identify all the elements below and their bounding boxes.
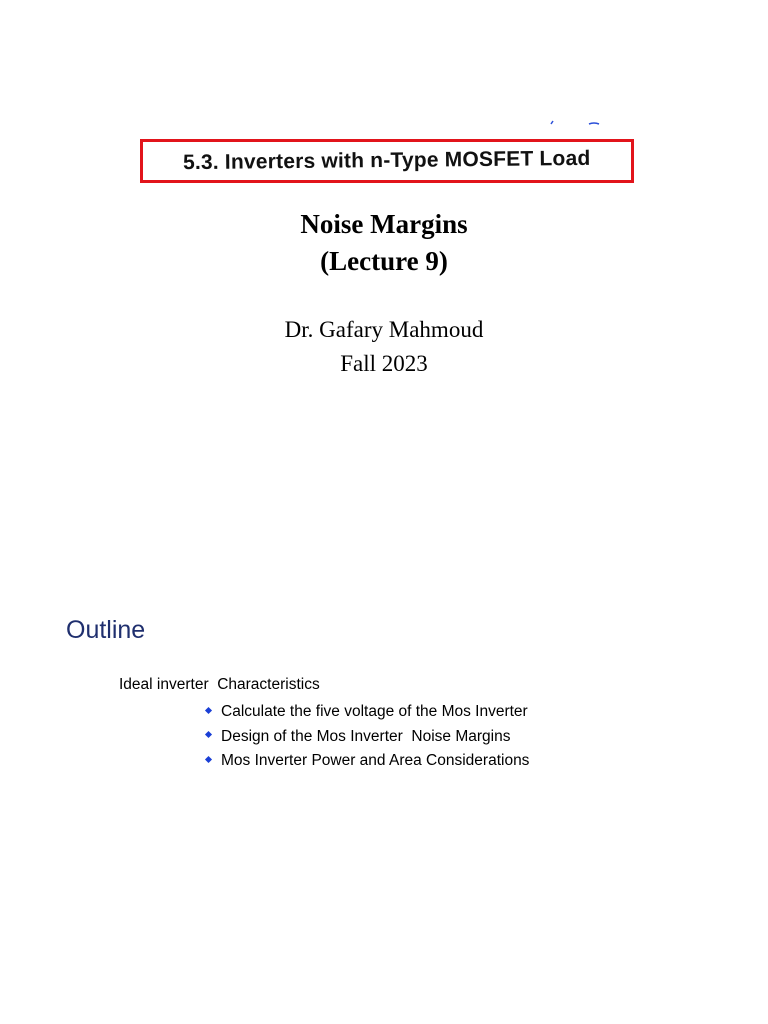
bullet-diamond-icon [205, 707, 212, 714]
outline-sub-list [203, 700, 529, 774]
outline-heading: Outline [66, 616, 146, 644]
section-title-box [140, 139, 634, 183]
list-item [203, 700, 529, 725]
bullet-diamond-icon [205, 756, 212, 763]
outline-main-item: Ideal inverter Characteristics [119, 676, 320, 693]
decorative-blue-marks [549, 118, 609, 128]
bullet-diamond-icon [205, 731, 212, 738]
list-item-text: Design of the Mos Inverter Noise Margins [221, 727, 511, 745]
author-name: Dr. Gafary Mahmoud [284, 317, 484, 342]
list-item [203, 725, 529, 750]
list-item [203, 749, 529, 774]
term-label: Fall 2023 [340, 351, 428, 376]
section-title: 5.3. Inverters with n-Type MOSFET Load [183, 146, 591, 175]
list-item-text: Calculate the five voltage of the Mos Inverter [221, 703, 528, 721]
lecture-title: Noise Margins [300, 209, 468, 239]
list-item-text: Mos Inverter Power and Area Considerations [221, 752, 530, 770]
lecture-number: (Lecture 9) [320, 246, 448, 276]
